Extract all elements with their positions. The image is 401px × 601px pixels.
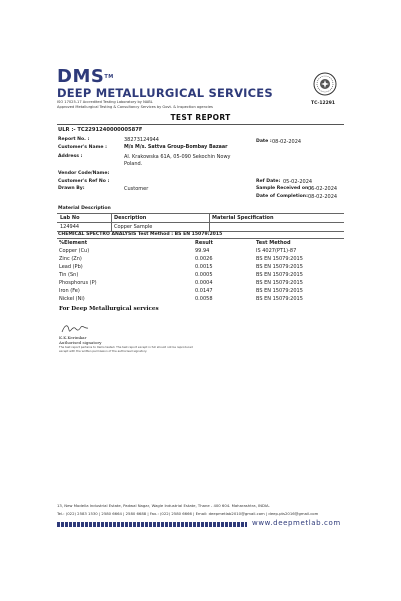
- element-name: Phosphorus (P): [59, 280, 97, 286]
- material-section-label: Material Description: [58, 206, 111, 211]
- element-result: 99.94: [195, 248, 210, 254]
- sample-received-value: 06-02-2024: [308, 186, 338, 192]
- sample-received-label: Sample Received on :: [256, 186, 312, 191]
- accreditation-line: ISO 17025-17 Accredited Testing Laboratory by NABL: [57, 100, 153, 104]
- element-name: Tin (Sn): [59, 272, 79, 278]
- material-col-divider-1: [111, 213, 112, 231]
- report-no-label: Report No. :: [58, 137, 90, 142]
- date-label: Date :: [256, 139, 272, 144]
- element-name: Nickel (Ni): [59, 296, 85, 302]
- method-header: Test Method: [256, 240, 291, 246]
- element-result: 0.0147: [195, 288, 213, 294]
- ref-date-value: 05-02-2024: [283, 179, 313, 185]
- material-spec-header: Material Specification: [212, 215, 274, 221]
- completion-value: 08-02-2024: [308, 194, 338, 200]
- date-value: 08-02-2024: [272, 139, 302, 145]
- footer-contact: Tel.: (022) 2583 1530 | 2580 6664 | 2580 6688 | Fax.: (022) 2580 6666 | Email: deepmetlab2010@gmail.com | deep.pts2016@gmail.com: [57, 511, 319, 516]
- element-name: Zinc (Zn): [59, 256, 82, 262]
- description-value: Copper Sample: [114, 224, 153, 230]
- element-method: BS EN 15079:2015: [256, 264, 303, 270]
- material-col-divider-2: [209, 213, 210, 231]
- element-result: 0.0026: [195, 256, 213, 262]
- element-result: 0.0058: [195, 296, 213, 302]
- element-method: BS EN 15079:2015: [256, 256, 303, 262]
- customer-ref-label: Customer's Ref No :: [58, 179, 110, 184]
- element-result: 0.0015: [195, 264, 213, 270]
- footer-website: www.deepmetlab.com: [252, 519, 341, 527]
- ulr-number: ULR :- TC229124000000587F: [58, 127, 143, 133]
- element-method: BS EN 15079:2015: [256, 280, 303, 286]
- lab-no-value: 124944: [60, 224, 80, 230]
- trademark: TM: [104, 74, 114, 80]
- title-divider: [57, 124, 344, 125]
- customer-name-value: M/s M/s. Sattva Group-Bombay Bazaar: [124, 145, 228, 150]
- completion-label: Date of Completion:: [256, 194, 308, 199]
- element-method: BS EN 15079:2015: [256, 296, 303, 302]
- report-title: TEST REPORT: [170, 113, 231, 122]
- lab-no-header: Lab No: [60, 215, 80, 221]
- material-rule-top: [57, 213, 344, 214]
- element-result: 0.0004: [195, 280, 213, 286]
- company-logo: [57, 68, 273, 110]
- element-name: Iron (Fe): [59, 288, 80, 294]
- customer-name-label: Customer's Name :: [58, 145, 107, 150]
- signatory-name: K.K.Kerimkar: [59, 335, 87, 340]
- company-name: DEEP METALLURGICAL SERVICES: [57, 86, 273, 100]
- report-no-value: 38273124944: [124, 137, 159, 143]
- analysis-rule-top: [57, 238, 344, 239]
- element-name: Lead (Pb): [59, 264, 83, 270]
- for-company-line: For Deep Metallurgical services: [59, 306, 159, 312]
- element-method: BS EN 15079:2015: [256, 272, 303, 278]
- vendor-label: Vendor Code/Name:: [58, 171, 110, 176]
- element-header: %Element: [59, 240, 88, 246]
- address-line-2: Poland.: [124, 161, 143, 167]
- element-name: Copper (Cu): [59, 248, 90, 254]
- report-note-1: The test report pertains to items tested. The test report except in full should not be reproduced: [59, 345, 193, 349]
- description-header: Description: [114, 215, 147, 221]
- element-method: BS EN 15079:2015: [256, 288, 303, 294]
- element-result: 0.0005: [195, 272, 213, 278]
- signature-icon: [60, 322, 90, 336]
- approval-line: Approved Metallurgical Testing & Consultancy Services by Govt. & Inspection agencies: [57, 105, 213, 109]
- drawn-by-value: Customer: [124, 186, 149, 192]
- analysis-heading: CHEMICAL SPECTRO ANALYSIS Test Method : BS EN 15079:2015: [58, 232, 223, 237]
- signatory-title: Authorised signatory: [59, 340, 102, 345]
- address-label: Address :: [58, 154, 83, 159]
- element-method: IS 4027(PT1)-87: [256, 248, 297, 254]
- result-header: Result: [195, 240, 213, 246]
- address-line-1: Al. Krakowska 61A, 05-090 Sekochin Nowy: [124, 154, 231, 160]
- accreditation-seal-icon: [313, 72, 337, 96]
- material-rule-mid: [57, 222, 344, 223]
- report-note-2: except with the written permission of the authorised signatory.: [59, 348, 148, 353]
- ref-date-label: Ref Date:: [256, 179, 281, 184]
- tc-number: TC-12291: [311, 101, 335, 106]
- brand-mark: DMS: [57, 66, 105, 87]
- footer-address: 13, New Modella Industrial Estate, Padwal Nagar, Wagle Industrial Estate, Thane - 400 604. Maharashtra, INDIA.: [57, 503, 270, 508]
- drawn-by-label: Drawn By:: [58, 186, 85, 191]
- footer-decorative-bar: [57, 522, 247, 527]
